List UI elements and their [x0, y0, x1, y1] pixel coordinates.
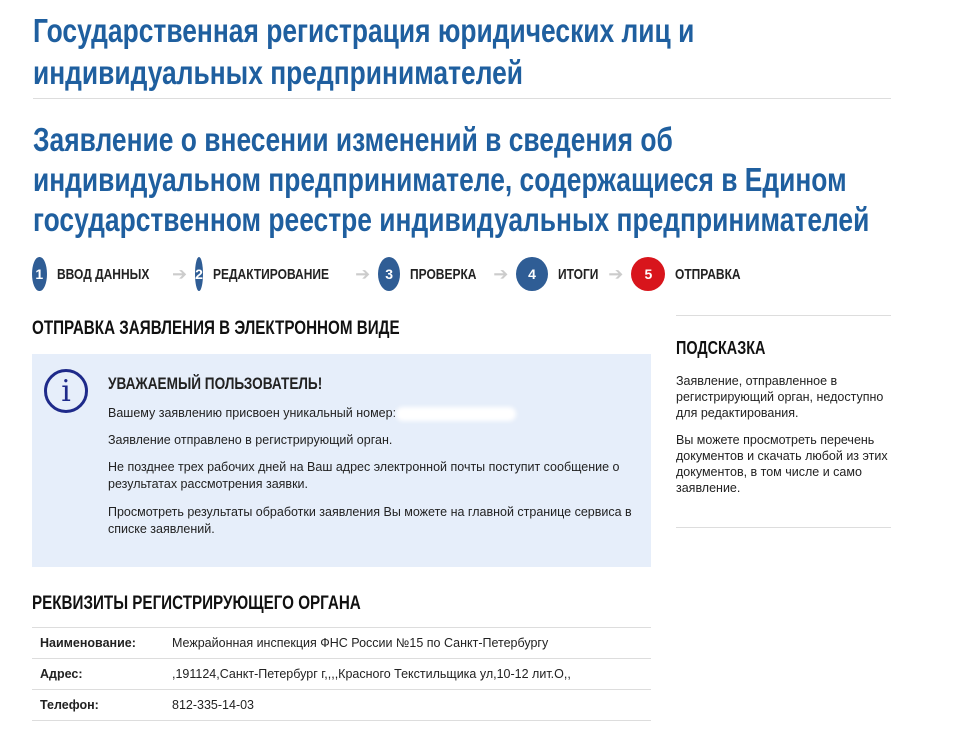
table-row: Телефон: 812-335-14-03 [32, 690, 651, 721]
step-number: 1 [32, 257, 47, 291]
info-heading: УВАЖАЕМЫЙ ПОЛЬЗОВАТЕЛЬ! [108, 374, 323, 393]
info-text: Заявление отправлено в регистрирующий орган. [108, 433, 393, 447]
arrow-right-icon: ➔ [608, 263, 624, 284]
step-5-active[interactable]: 5 ОТПРАВКА [631, 257, 757, 291]
info-box [32, 354, 651, 567]
step-number: 2 [195, 257, 203, 291]
section-title: ОТПРАВКА ЗАЯВЛЕНИЯ В ЭЛЕКТРОННОМ ВИДЕ [32, 318, 400, 339]
step-number: 3 [378, 257, 400, 291]
wizard-steps [32, 257, 757, 291]
step-1[interactable]: 1 ВВОД ДАННЫХ [32, 257, 172, 291]
info-text: Не позднее трех рабочих дней на Ваш адрес электронной почты поступит сообщение о результатах рассмотрения заявки. [108, 460, 620, 491]
table-row: Адрес: ,191124,Санкт-Петербург г,,,,Красного Текстильщика ул,10-12 лит.О,, [32, 659, 651, 690]
arrow-right-icon: ➔ [493, 263, 509, 284]
redacted-number [396, 407, 516, 421]
step-4[interactable]: 4 ИТОГИ [516, 257, 608, 291]
hint-title: ПОДСКАЗКА [676, 338, 766, 358]
page-title: Государственная регистрация юридических лиц и индивидуальных предпринимателей [33, 12, 695, 91]
divider [33, 98, 891, 99]
hint-text: Вы можете просмотреть перечень документов и скачать любой из этих документов, в том числе и само заявление. [676, 433, 888, 495]
hint-panel [676, 315, 891, 528]
arrow-right-icon: ➔ [355, 263, 371, 284]
step-number: 5 [631, 257, 665, 291]
hint-text: Заявление, отправленное в регистрирующий орган, недоступно для редактирования. [676, 374, 884, 420]
info-text: Просмотреть результаты обработки заявления Вы можете на главной странице сервиса в списке заявлений. [108, 505, 632, 536]
form-title: Заявление о внесении изменений в сведения об индивидуальном предпринимателе, содержащиеся в Едином государственном реестре индивидуальных предпринимателей [33, 121, 870, 238]
requisites-title: РЕКВИЗИТЫ РЕГИСТРИРУЮЩЕГО ОРГАНА [32, 593, 361, 614]
arrow-right-icon: ➔ [172, 263, 188, 284]
requisites-table [32, 627, 651, 721]
table-row: Наименование: Межрайонная инспекция ФНС России №15 по Санкт-Петербургу [32, 628, 651, 659]
info-text: Вашему заявлению присвоен уникальный номер: [108, 405, 648, 422]
step-number: 4 [516, 257, 547, 291]
info-icon: i [44, 369, 88, 413]
step-2[interactable]: 2 РЕДАКТИРОВАНИЕ [195, 257, 355, 291]
step-3[interactable]: 3 ПРОВЕРКА [378, 257, 493, 291]
